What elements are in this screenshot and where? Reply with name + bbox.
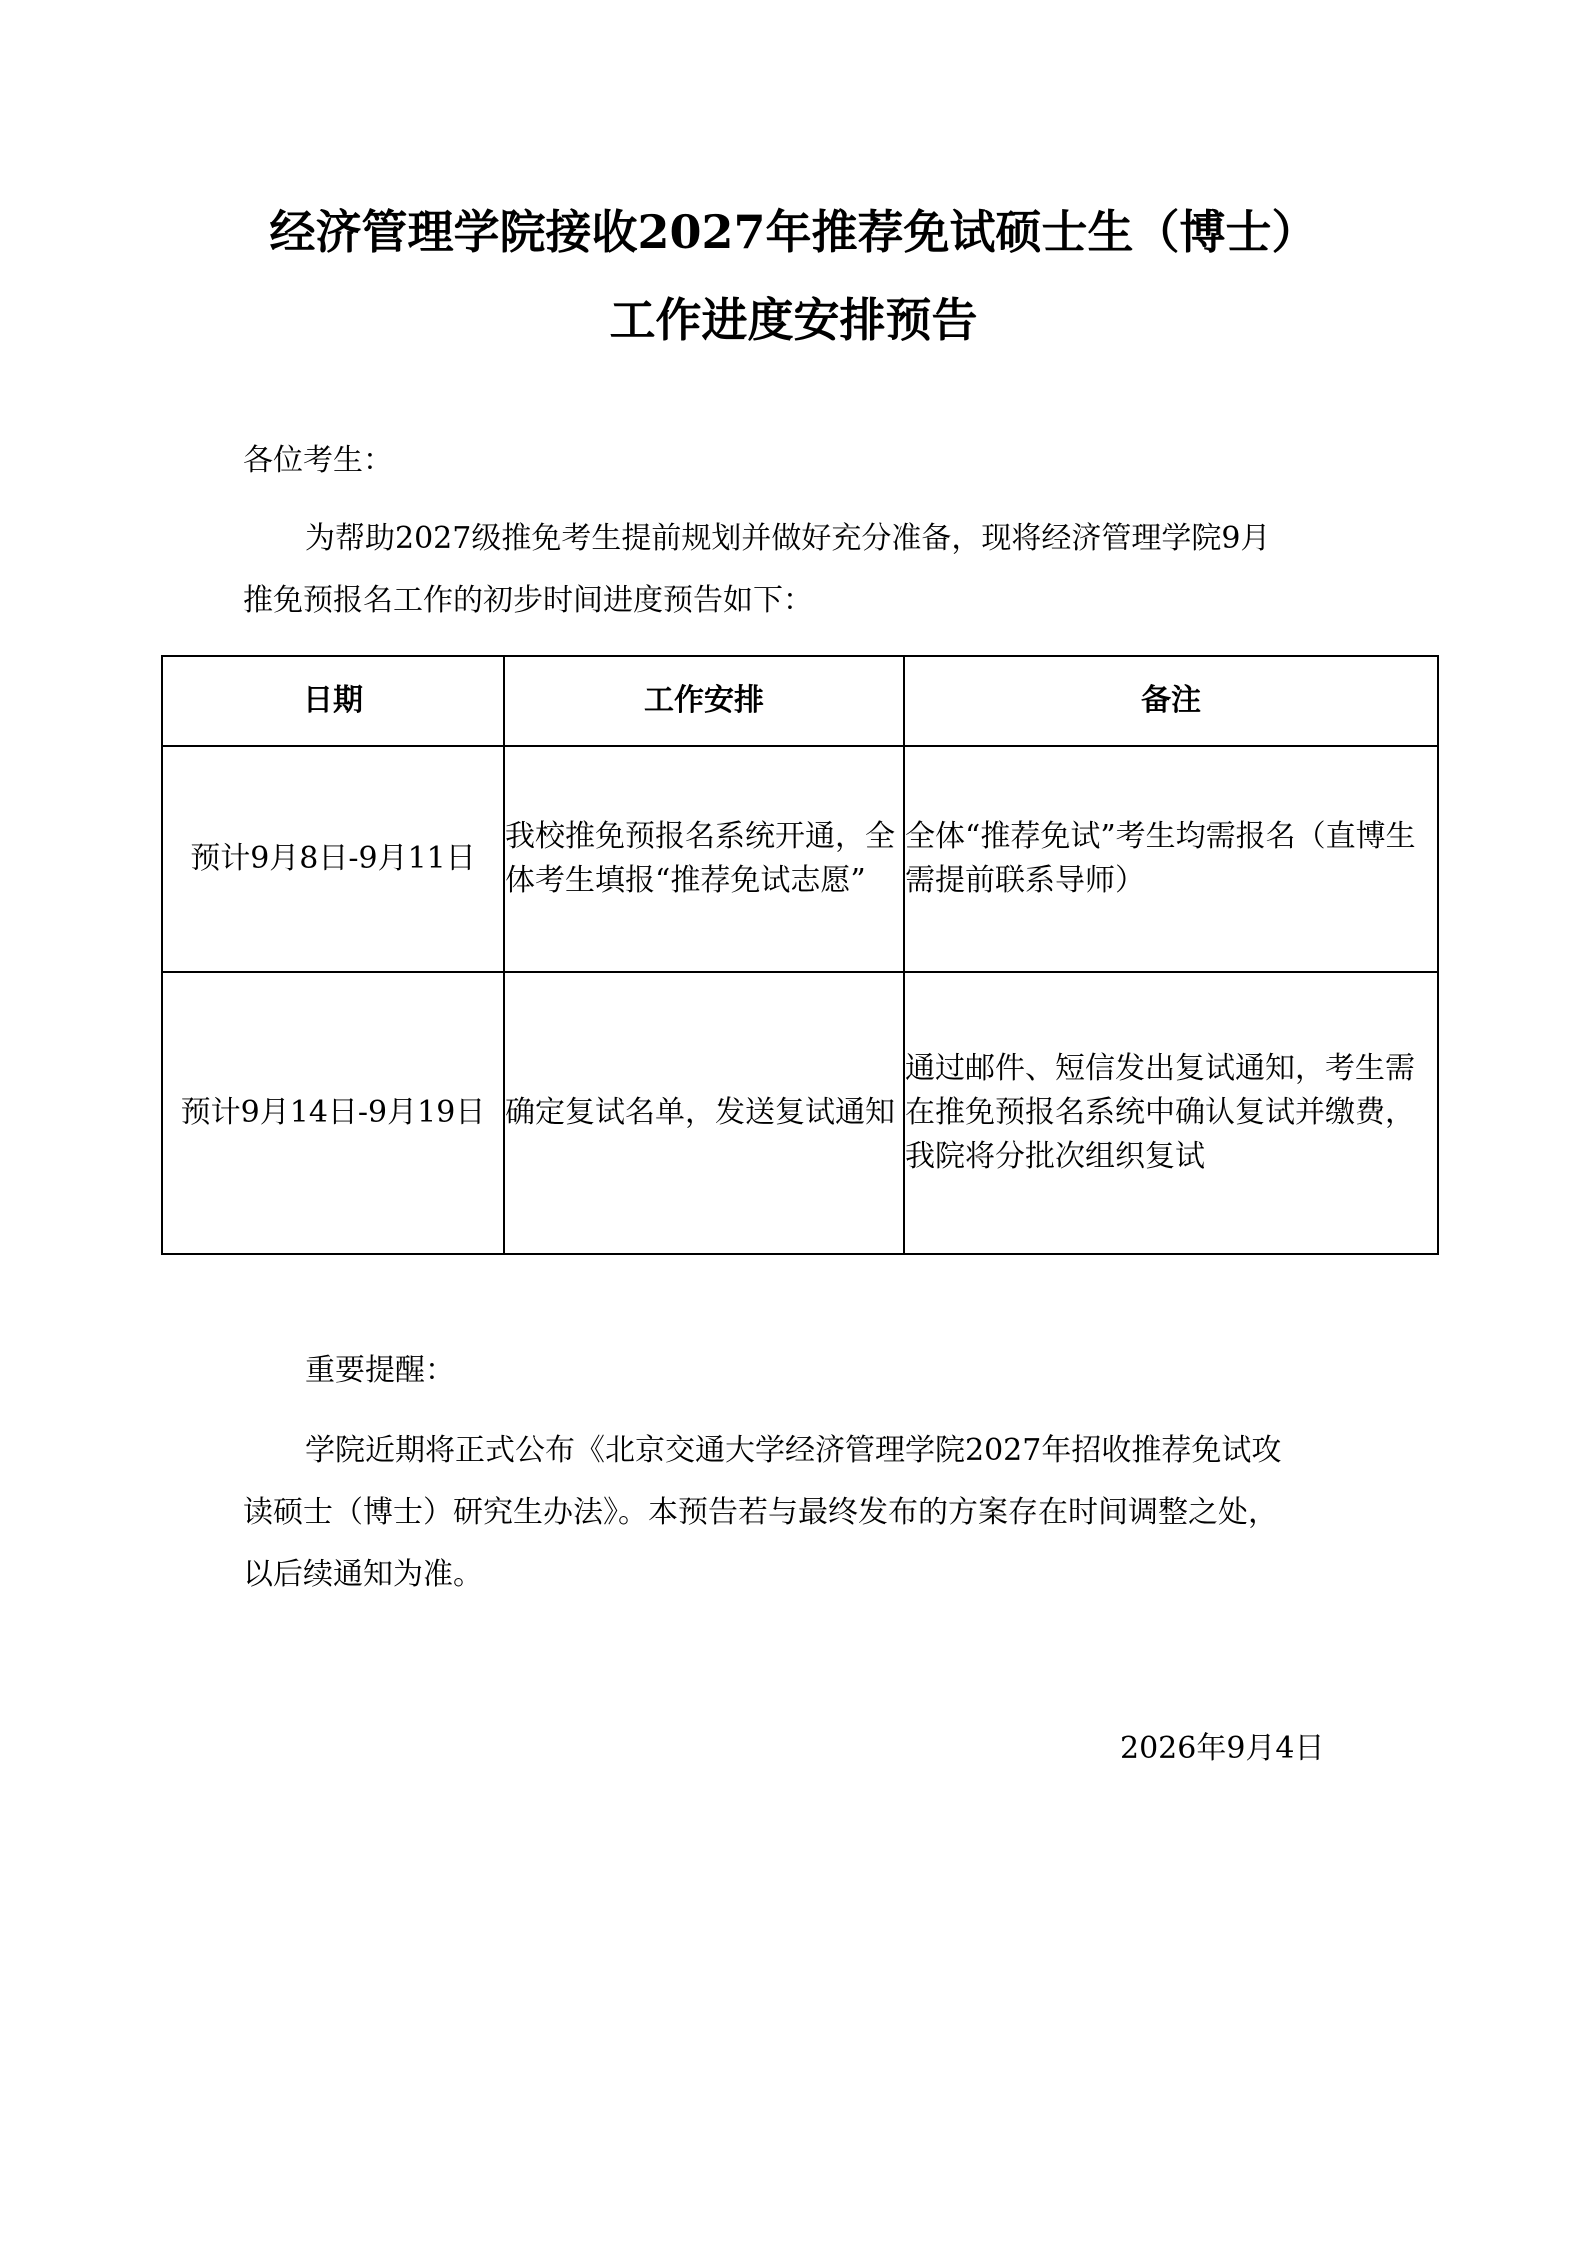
reminder-heading: 重要提醒： (305, 1353, 455, 1388)
row-date: 预计9月14日-9月19日 (162, 972, 504, 1254)
table-row (162, 972, 1438, 1254)
row-note: 通过邮件、短信发出复试通知，考生需在推免预报名系统中确认复试并缴费，我院将分批次组织复试 (904, 972, 1438, 1254)
header-note: 备注 (904, 656, 1438, 746)
row-task: 确定复试名单，发送复试通知 (504, 972, 904, 1254)
row-date: 预计9月8日-9月11日 (162, 746, 504, 972)
header-date: 日期 (162, 656, 504, 746)
document-title-line-2: 工作进度安排预告 (609, 293, 978, 347)
header-task: 工作安排 (504, 656, 904, 746)
row-task: 我校推免预报名系统开通，全体考生填报“推荐免试志愿” (504, 746, 904, 972)
intro-paragraph-line-1: 为帮助2027级推免考生提前规划并做好充分准备，现将经济管理学院9月 (305, 521, 1271, 556)
table-row (162, 746, 1438, 972)
reminder-line-1: 学院近期将正式公布《北京交通大学经济管理学院2027年招收推荐免试攻 (305, 1433, 1282, 1468)
intro-paragraph-line-2: 推免预报名工作的初步时间进度预告如下： (243, 583, 813, 618)
table-header-row (162, 656, 1438, 746)
schedule-table (161, 655, 1439, 1255)
document-title-line-1: 经济管理学院接收2027年推荐免试硕士生（博士） (269, 205, 1318, 259)
salutation: 各位考生： (243, 443, 393, 478)
document-date: 2026年9月4日 (1120, 1731, 1325, 1766)
reminder-line-2: 读硕士（博士）研究生办法》。本预告若与最终发布的方案存在时间调整之处， (243, 1495, 1278, 1530)
row-note: 全体“推荐免试”考生均需报名（直博生需提前联系导师） (904, 746, 1438, 972)
reminder-line-3: 以后续通知为准。 (243, 1557, 483, 1592)
